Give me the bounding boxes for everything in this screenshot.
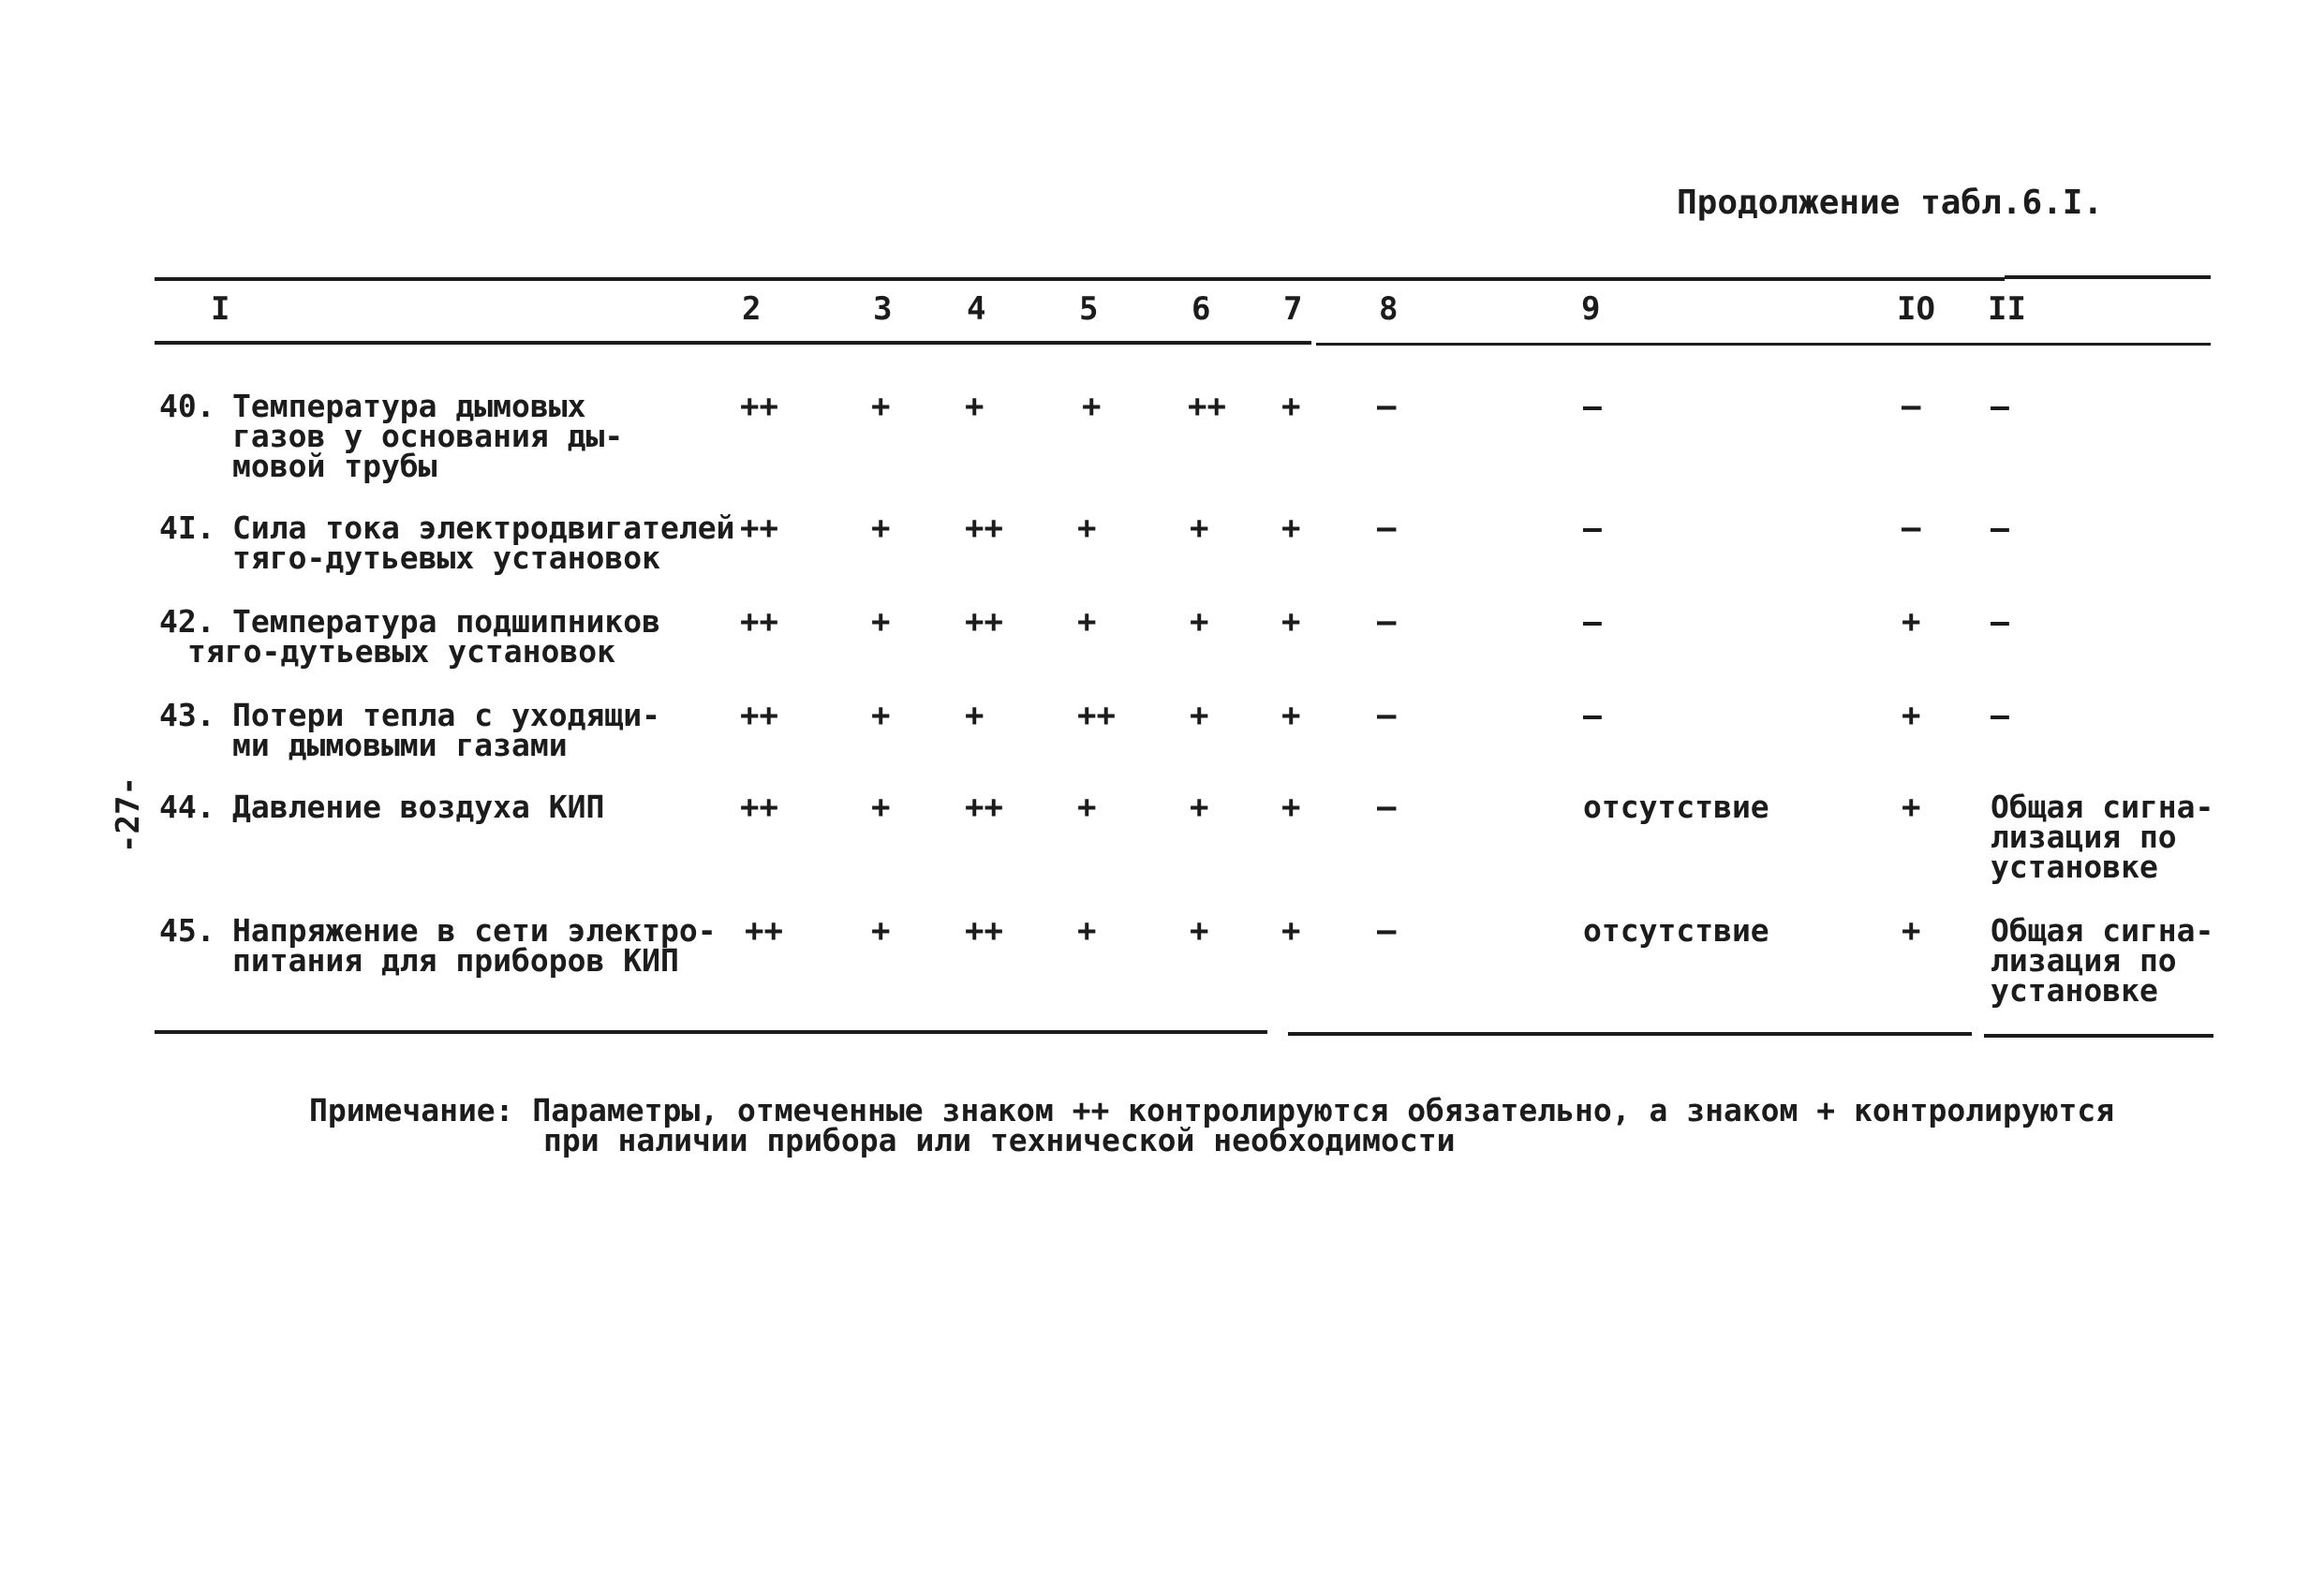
cell-col-4: + [965, 388, 984, 425]
cell-col-6: + [1190, 603, 1209, 641]
remark-line: – [1991, 388, 2009, 424]
cell-col-7: + [1281, 509, 1301, 547]
cell-col-2: ++ [740, 697, 778, 734]
table-continuation-label: Продолжение табл.6.I. [1677, 184, 2104, 222]
cell-col-6: + [1190, 697, 1209, 734]
cell-col-7: + [1281, 789, 1301, 826]
cell-col-6: + [1190, 509, 1209, 547]
table-bottom-rule [1984, 1034, 2213, 1038]
parameter-line: мовой трубы [232, 448, 437, 484]
row-number: 4I. [159, 509, 215, 546]
table-bottom-rule [155, 1030, 1267, 1034]
cell-col-7: + [1281, 912, 1301, 950]
cell-col-11 [1991, 789, 2214, 885]
cell-col-7: + [1281, 697, 1301, 734]
cell-col-11 [1991, 388, 2009, 424]
remark-line: Общая сигна- [1991, 912, 2214, 949]
parameter-line: Давление воздуха КИП [232, 789, 605, 825]
remark-line: лизация по [1991, 819, 2177, 855]
col-header-8: 8 [1379, 290, 1399, 328]
cell-col-10: + [1902, 912, 1921, 950]
col-header-4: 4 [967, 290, 986, 328]
footnote-line: при наличии прибора или технической необходимости [543, 1122, 1456, 1158]
cell-col-3: + [871, 697, 891, 734]
row-number: 40. [159, 388, 215, 424]
header-bottom-rule [1316, 343, 2211, 346]
table-top-rule [155, 277, 2005, 281]
cell-col-10: – [1902, 388, 1921, 425]
col-header-5: 5 [1079, 290, 1099, 328]
parameter-line: тяго-дутьевых установок [232, 539, 660, 576]
remark-line: – [1991, 509, 2009, 546]
parameter-line: Напряжение в сети электро- [232, 912, 717, 949]
remark-line: лизация по [1991, 942, 2177, 979]
cell-col-2: ++ [740, 388, 778, 425]
cell-col-5: + [1082, 388, 1102, 425]
cell-col-4: ++ [965, 912, 1003, 950]
cell-col-2: ++ [745, 912, 783, 950]
row-number: 44. [159, 789, 215, 825]
cell-col-9: – [1583, 603, 1602, 640]
parameter-line: газов у основания ды- [232, 418, 624, 454]
cell-col-4: ++ [965, 603, 1003, 641]
cell-col-5: + [1077, 789, 1097, 826]
cell-col-9: отсутствие [1583, 912, 1769, 949]
cell-col-2: ++ [740, 509, 778, 547]
row-number: 45. [159, 912, 215, 949]
col-header-7: 7 [1283, 290, 1303, 328]
remark-line: – [1991, 603, 2009, 640]
cell-col-9: – [1583, 509, 1602, 546]
cell-col-3: + [871, 388, 891, 425]
cell-col-8: – [1377, 388, 1397, 425]
col-header-10: IO [1897, 290, 1935, 328]
cell-col-5: + [1077, 603, 1097, 641]
cell-col-3: + [871, 912, 891, 950]
cell-col-10: + [1902, 603, 1921, 641]
col-header-1: I [211, 290, 230, 328]
cell-col-10: + [1902, 697, 1921, 734]
cell-col-4: ++ [965, 509, 1003, 547]
cell-col-8: – [1377, 697, 1397, 734]
cell-col-2: ++ [740, 789, 778, 826]
parameter-line: Потери тепла с уходящи- [232, 697, 660, 733]
cell-col-8: – [1377, 509, 1397, 547]
cell-col-3: + [871, 789, 891, 826]
table-footnote [309, 1092, 2115, 1158]
cell-col-4: ++ [965, 789, 1003, 826]
col-header-11: II [1988, 290, 2026, 328]
parameter-line: питания для приборов КИП [232, 942, 679, 979]
cell-col-8: – [1377, 912, 1397, 950]
parameter-line: ми дымовыми газами [232, 727, 568, 763]
cell-col-2: ++ [740, 603, 778, 641]
cell-col-11 [1991, 603, 2009, 640]
cell-col-4: + [965, 697, 984, 734]
cell-col-3: + [871, 509, 891, 547]
cell-col-8: – [1377, 789, 1397, 826]
parameter-cell [159, 509, 735, 576]
cell-col-7: + [1281, 603, 1301, 641]
cell-col-5: ++ [1077, 697, 1116, 734]
parameter-line: Температура подшипников [232, 603, 660, 640]
row-number: 42. [159, 603, 215, 640]
remark-line: установке [1991, 972, 2158, 1009]
col-header-6: 6 [1192, 290, 1211, 328]
col-header-9: 9 [1581, 290, 1601, 328]
cell-col-10: – [1902, 509, 1921, 547]
cell-col-6: ++ [1188, 388, 1226, 425]
parameter-line: Сила тока электродвигателей [232, 509, 735, 546]
col-header-3: 3 [873, 290, 893, 328]
cell-col-7: + [1281, 388, 1301, 425]
table-top-rule [2005, 275, 2211, 279]
cell-col-8: – [1377, 603, 1397, 641]
parameter-cell [159, 697, 660, 763]
remark-line: установке [1991, 848, 2158, 885]
parameter-line: Температура дымовых [232, 388, 586, 424]
cell-col-9: отсутствие [1583, 789, 1769, 825]
cell-col-6: + [1190, 912, 1209, 950]
footnote-line: Примечание: Параметры, отмеченные знаком ++ контролируются обязательно, а знаком + контролируются [309, 1092, 2115, 1128]
cell-col-3: + [871, 603, 891, 641]
table-bottom-rule [1288, 1032, 1972, 1036]
cell-col-6: + [1190, 789, 1209, 826]
cell-col-9: – [1583, 697, 1602, 733]
parameter-cell [159, 789, 605, 825]
row-number: 43. [159, 697, 215, 733]
header-bottom-rule [155, 341, 1311, 345]
cell-col-5: + [1077, 509, 1097, 547]
cell-col-9: – [1583, 388, 1602, 424]
cell-col-10: + [1902, 789, 1921, 826]
remark-line: – [1991, 697, 2009, 733]
parameter-line: тяго-дутьевых установок [187, 633, 615, 670]
cell-col-11 [1991, 509, 2009, 546]
parameter-cell [159, 388, 624, 484]
cell-col-11 [1991, 912, 2214, 1009]
col-header-2: 2 [742, 290, 762, 328]
cell-col-5: + [1077, 912, 1097, 950]
remark-line: Общая сигна- [1991, 789, 2214, 825]
side-page-number: -27- [109, 776, 147, 853]
parameter-cell [159, 603, 660, 670]
parameter-cell [159, 912, 717, 979]
cell-col-11 [1991, 697, 2009, 733]
